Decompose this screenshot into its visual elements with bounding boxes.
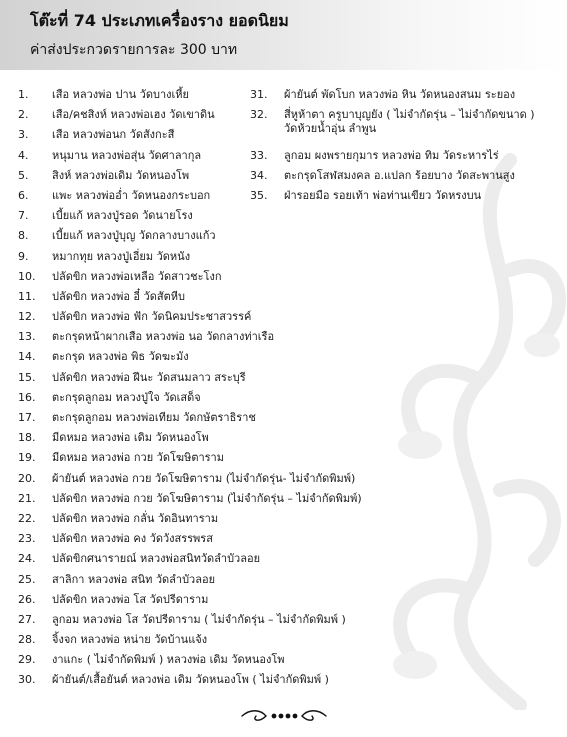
item-line: มีดหมอ หลวงพ่อ เดิม วัดหนองโพ — [52, 431, 209, 445]
item-text — [52, 512, 218, 532]
page-subtitle: ค่าส่งประกวดรายการละ 300 บาท — [30, 42, 238, 58]
item-number: 22. — [18, 511, 36, 525]
item-text — [52, 290, 185, 310]
item-text — [52, 391, 201, 411]
item-text — [52, 310, 251, 330]
list-item — [18, 88, 263, 108]
list-item — [18, 330, 275, 350]
item-text — [52, 492, 362, 512]
item-text — [52, 633, 207, 653]
item-number: 7. — [18, 209, 29, 223]
item-line: สี่หูห้าตา ครูบาบุญยัง ( ไม่จำกัดรุ่น – ไม่จำกัดขนาด ) — [284, 108, 535, 122]
item-text — [52, 653, 285, 673]
item-text — [52, 552, 260, 572]
item-text — [52, 673, 329, 693]
item-text — [52, 88, 189, 108]
list-item — [250, 169, 560, 189]
item-line: สาลิกา หลวงพ่อ สนิท วัดลำบัวลอย — [52, 572, 216, 586]
item-text — [52, 169, 189, 189]
item-line: ปลัดขิก หลวงพ่อ กวย วัดโฆษิตาราม (ไม่จำกัดรุ่น – ไม่จำกัดพิมพ์) — [52, 491, 362, 505]
list-item — [18, 270, 263, 290]
item-line: ผ้ายันต์/เสื้อยันต์ หลวงพ่อ เดิม วัดหนองโพ ( ไม่จำกัดพิมพ์ ) — [52, 673, 329, 687]
item-text — [52, 411, 256, 431]
item-line: เสือ หลวงพ่อ ปาน วัดบางเหี้ย — [52, 88, 189, 101]
item-number: 31. — [250, 88, 268, 101]
item-text — [52, 532, 213, 552]
list-item — [18, 189, 263, 209]
list-item — [18, 350, 263, 370]
list-item — [18, 653, 285, 673]
item-number: 4. — [18, 148, 29, 162]
item-text — [284, 149, 499, 169]
item-number: 24. — [18, 552, 36, 566]
item-line: ปลัดขิก หลวงพ่อ คง วัดวังสรรพรส — [52, 532, 213, 546]
item-text — [52, 128, 174, 148]
item-number: 10. — [18, 269, 36, 283]
item-list-right — [250, 88, 560, 209]
list-item — [250, 108, 560, 148]
floral-watermark-icon — [360, 150, 567, 710]
list-item — [18, 250, 263, 270]
item-number: 9. — [18, 249, 29, 263]
item-text — [52, 593, 208, 613]
list-item — [18, 371, 263, 391]
item-line: ฝ่ารอยมือ รอยเท้า พ่อท่านเขียว วัดหรงบน — [284, 188, 482, 202]
item-line: ตะกรุดลูกอม หลวงพ่อเทียม วัดกษัตราธิราช — [52, 411, 256, 424]
item-line: ปลัดขิกศนารายณ์ หลวงพ่อสนิทวัดลำบัวลอย — [52, 552, 261, 566]
item-text — [52, 149, 201, 169]
item-line: ปลัดขิก หลวงพ่อ อี๋ วัดสัตหีบ — [52, 289, 185, 303]
item-text — [52, 189, 210, 209]
item-number: 15. — [18, 370, 36, 384]
item-text — [52, 270, 222, 290]
item-number: 8. — [18, 229, 29, 243]
item-line: ผ้ายันต์ หลวงพ่อ กวย วัดโฆษิตาราม (ไม่จำกัดรุ่น- ไม่จำกัดพิมพ์) — [52, 471, 356, 485]
item-number: 33. — [250, 148, 268, 162]
item-number: 17. — [18, 411, 36, 424]
list-item — [18, 451, 263, 471]
list-item — [18, 673, 329, 693]
item-number: 23. — [18, 532, 36, 546]
list-item — [18, 391, 263, 411]
item-line: มีดหมอ หลวงพ่อ กวย วัดโฆษิตาราม — [52, 451, 224, 465]
item-line: เบี้ยแก้ หลวงปู่รอด วัดนายโรง — [52, 209, 193, 223]
item-number: 35. — [250, 188, 268, 202]
item-line: ปลัดขิก หลวงพ่อเหลือ วัดสาวชะโงก — [52, 269, 222, 283]
item-text — [52, 472, 355, 492]
item-text — [52, 209, 193, 229]
item-line: ลูกอม ผงพรายกุมาร หลวงพ่อ ทิม วัดระหารไร่ — [284, 148, 499, 162]
item-line: ตะกรุดหน้าผากเสือ หลวงพ่อ นอ วัดกลางท่าเรือ — [52, 330, 275, 344]
list-item — [18, 471, 356, 492]
item-number: 27. — [18, 612, 36, 626]
list-item — [250, 189, 560, 209]
list-item — [18, 128, 263, 148]
page-title: โต๊ะที่ 74 ประเภทเครื่องราง ยอดนิยม — [30, 11, 289, 30]
item-number: 30. — [18, 673, 36, 687]
ornament-divider-icon — [238, 707, 330, 725]
item-number: 11. — [18, 289, 36, 303]
list-item — [18, 229, 263, 249]
item-number: 19. — [18, 451, 36, 465]
item-number: 5. — [18, 168, 29, 182]
header-bar — [0, 0, 567, 70]
item-text — [52, 431, 209, 451]
item-text — [52, 573, 215, 593]
item-line: ผ้ายันต์ พัดโบก หลวงพ่อ หิน วัดหนองสนม ระยอง — [284, 88, 516, 101]
item-line: หมากทุย หลวงปู่เอี่ยม วัดหนัง — [52, 249, 191, 263]
item-number: 34. — [250, 168, 268, 182]
list-item — [18, 552, 263, 572]
item-line: ตะกรุด หลวงพ่อ พิธ วัดฆะมัง — [52, 350, 189, 364]
item-text — [52, 613, 346, 633]
item-number: 26. — [18, 592, 36, 606]
item-line: จิ้งจก หลวงพ่อ หน่าย วัดบ้านแจ้ง — [52, 633, 208, 647]
item-number: 12. — [18, 310, 36, 324]
item-number: 14. — [18, 350, 36, 364]
item-line: ตะกรุดโสฬสมงคล อ.แปลก ร้อยบาง วัดสะพานสูง — [284, 168, 515, 182]
item-text — [52, 330, 274, 350]
item-number: 20. — [18, 471, 36, 485]
item-line: เบี้ยแก้ หลวงปู่บุญ วัดกลางบางแก้ว — [52, 229, 216, 243]
item-text — [52, 229, 216, 249]
item-number: 29. — [18, 653, 36, 667]
list-item — [18, 612, 346, 633]
item-number: 16. — [18, 390, 36, 404]
item-text — [52, 108, 215, 128]
list-item — [18, 633, 263, 653]
item-number: 25. — [18, 572, 36, 586]
item-line: ปลัดขิก หลวงพ่อ ฝีนะ วัดสนมลาว สระบุรี — [52, 370, 246, 384]
list-item — [18, 512, 263, 532]
item-text — [284, 169, 515, 189]
item-line: ตะกรุดลูกอม หลวงปู่ใจ วัดเสด็จ — [52, 390, 201, 404]
item-line: หนุมาน หลวงพ่อสุ่น วัดศาลากุล — [52, 148, 202, 162]
item-text — [284, 88, 515, 108]
item-line: ปลัดขิก หลวงพ่อ ฟัก วัดนิคมประชาสวรรค์ — [52, 310, 252, 324]
list-item — [18, 593, 263, 613]
item-line: แพะ หลวงพ่ออ่ำ วัดหนองกระบอก — [52, 188, 211, 202]
item-number: 3. — [18, 128, 29, 142]
list-item — [18, 532, 263, 552]
item-line: ปลัดขิก หลวงพ่อ โส วัดปรีดาราม — [52, 592, 209, 606]
item-number: 21. — [18, 491, 36, 505]
item-number: 28. — [18, 633, 36, 647]
item-line: ปลัดขิก หลวงพ่อ กลั่น วัดอินทาราม — [52, 511, 219, 525]
item-line: งาแกะ ( ไม่จำกัดพิมพ์ ) หลวงพ่อ เดิม วัดหนองโพ — [52, 653, 285, 667]
item-text — [284, 108, 535, 148]
list-item — [18, 108, 263, 128]
item-line: เสือ/คชสิงห์ หลวงพ่อเฮง วัดเขาดิน — [52, 108, 215, 122]
item-number: 1. — [18, 88, 29, 101]
item-text — [52, 350, 189, 370]
list-item — [250, 88, 560, 108]
item-number: 2. — [18, 108, 29, 122]
list-item — [18, 491, 362, 512]
item-number: 32. — [250, 108, 268, 122]
item-text — [52, 250, 190, 270]
list-item — [18, 149, 263, 169]
list-item — [18, 411, 263, 431]
list-item — [18, 573, 263, 593]
item-number: 18. — [18, 431, 36, 445]
list-item — [250, 149, 560, 169]
item-line: ลูกอม หลวงพ่อ โส วัดปรีดาราม ( ไม่จำกัดรุ่น – ไม่จำกัดพิมพ์ ) — [52, 612, 346, 626]
item-text — [52, 371, 246, 391]
item-number: 6. — [18, 188, 29, 202]
list-item — [18, 310, 263, 330]
item-number: 13. — [18, 330, 36, 344]
item-line: สิงห์ หลวงพ่อเดิม วัดหนองโพ — [52, 168, 190, 182]
list-item — [18, 169, 263, 189]
item-line: วัดห้วยน้ำอุ่น ลำพูน — [284, 122, 377, 136]
list-item — [18, 431, 263, 451]
item-text — [52, 451, 224, 471]
item-text — [284, 189, 481, 209]
list-item — [18, 290, 263, 310]
list-item — [18, 209, 263, 229]
item-line: เสือ หลวงพ่อนก วัดสังกะสี — [52, 128, 175, 142]
